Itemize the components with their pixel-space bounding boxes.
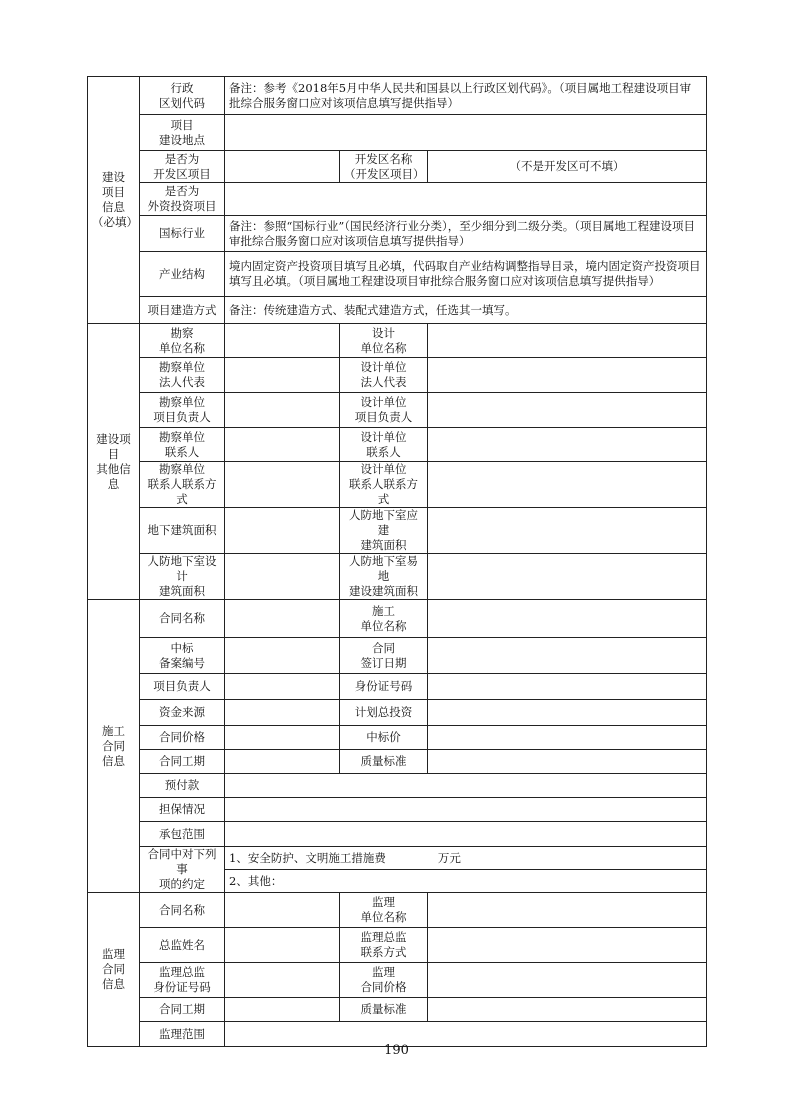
project-manager-label: 项目负责人 [140,674,225,700]
survey-contact-phone-field[interactable] [225,462,340,508]
design-contact-phone-field[interactable] [428,462,707,508]
build-method-label: 项目建造方式 [140,297,225,324]
contract-sign-date-label: 合同 签订日期 [340,638,428,674]
design-contact-phone-label: 设计单位 联系人联系方式 [340,462,428,508]
design-contact-label: 设计单位 联系人 [340,428,428,462]
chief-supervisor-contact-field[interactable] [428,928,707,963]
section-title-construction-contract: 施工 合同 信息 [88,600,140,893]
fund-source-label: 资金来源 [140,700,225,726]
construction-unit-name-field[interactable] [428,600,707,638]
unit-wan-yuan: 万元 [437,850,461,865]
page-number: 190 [384,1043,409,1058]
industry-note[interactable]: 备注：参照“国标行业”（国民经济行业分类），至少细分到二级分类。（项目属地工程建设项目审批综合服务窗口应对该项信息填写提供指导） [225,216,707,252]
foreign-invest-field[interactable] [225,183,707,216]
other-agreement-field[interactable]: 2、其他： [225,870,707,893]
industry-structure-label: 产业结构 [140,252,225,297]
other-info-row [88,324,707,358]
contract-name-field[interactable] [225,600,340,638]
quality-standard-field[interactable] [428,750,707,774]
supervision-row [88,893,707,928]
chief-supervisor-name-field[interactable] [225,928,340,963]
survey-contact-field[interactable] [225,428,340,462]
planned-investment-field[interactable] [428,700,707,726]
design-legal-rep-field[interactable] [428,358,707,393]
survey-unit-name-label: 勘察 单位名称 [140,324,225,358]
section-title-other-info: 建设项目 其他信息 [88,324,140,600]
id-number-label: 身份证号码 [340,674,428,700]
advance-payment-label: 预付款 [140,774,225,798]
admin-division-note[interactable]: 备注：参考《2018年5月中华人民共和国县以上行政区划代码》。（项目属地工程建设项目审批综合服务窗口应对该项信息填写提供指导） [225,77,707,115]
supervision-scope-label: 监理范围 [140,1022,225,1047]
admin-division-row [88,77,707,115]
design-pm-label: 设计单位 项目负责人 [340,393,428,428]
survey-pm-field[interactable] [225,393,340,428]
construction-row [88,750,707,774]
guarantee-field[interactable] [225,798,707,822]
survey-unit-name-field[interactable] [225,324,340,358]
other-info-row [88,462,707,508]
civil-defense-design-area-label: 人防地下室设计 建筑面积 [140,554,225,600]
survey-contact-phone-label: 勘察单位 联系人联系方式 [140,462,225,508]
construction-row [88,638,707,674]
other-info-row [88,508,707,554]
winning-bid-price-label: 中标价 [340,726,428,750]
chief-supervisor-name-label: 总监姓名 [140,928,225,963]
construction-row [88,847,707,870]
guarantee-label: 担保情况 [140,798,225,822]
bid-record-no-label: 中标 备案编号 [140,638,225,674]
dev-zone-field[interactable] [225,151,340,183]
planned-investment-label: 计划总投资 [340,700,428,726]
design-unit-name-label: 设计 单位名称 [340,324,428,358]
admin-division-label: 行政 区划代码 [140,77,225,115]
supervision-duration-field[interactable] [225,998,340,1022]
contract-scope-field[interactable] [225,822,707,847]
contract-duration-field[interactable] [225,750,340,774]
construction-row [88,600,707,638]
industry-structure-note[interactable]: 境内固定资产投资项目填写且必填，代码取自产业结构调整指导目录，境内固定资产投资项目填写且必填。（项目属地工程建设项目审批综合服务窗口应对该项信息填写提供指导） [225,252,707,297]
agreement-items-label: 合同中对下列事 项的约定 [140,847,225,893]
construction-row [88,822,707,847]
contract-name-label: 合同名称 [140,600,225,638]
dev-zone-name-label: 开发区名称 （开发区项目） [340,151,428,183]
id-number-field[interactable] [428,674,707,700]
project-manager-field[interactable] [225,674,340,700]
industry-structure-row [88,252,707,297]
build-method-row [88,297,707,324]
survey-legal-rep-field[interactable] [225,358,340,393]
construction-unit-name-label: 施工 单位名称 [340,600,428,638]
section-title-project-info: 建设 项目 信息 （必填） [88,77,140,324]
supervision-contract-price-field[interactable] [428,963,707,998]
safety-fee-field[interactable]: 1、安全防护、文明施工措施费 万元 [225,847,707,870]
chief-supervisor-contact-label: 监理总监 联系方式 [340,928,428,963]
underground-area-field[interactable] [225,508,340,554]
survey-legal-rep-label: 勘察单位 法人代表 [140,358,225,393]
civil-defense-required-area-label: 人防地下室应建 建筑面积 [340,508,428,554]
construction-row [88,700,707,726]
supervision-unit-name-label: 监理 单位名称 [340,893,428,928]
industry-label: 国标行业 [140,216,225,252]
fund-source-field[interactable] [225,700,340,726]
section-title-supervision-contract: 监理 合同 信息 [88,893,140,1047]
supervision-row [88,928,707,963]
supervision-duration-label: 合同工期 [140,998,225,1022]
construction-row [88,798,707,822]
other-info-row [88,554,707,600]
supervision-contract-name-field[interactable] [225,893,340,928]
contract-price-label: 合同价格 [140,726,225,750]
contract-sign-date-field[interactable] [428,638,707,674]
dev-zone-label: 是否为 开发区项目 [140,151,225,183]
advance-payment-field[interactable] [225,774,707,798]
design-legal-rep-label: 设计单位 法人代表 [340,358,428,393]
supervision-contract-price-label: 监理 合同价格 [340,963,428,998]
location-row [88,115,707,151]
design-pm-field[interactable] [428,393,707,428]
foreign-invest-label: 是否为 外资投资项目 [140,183,225,216]
bid-record-no-field[interactable] [225,638,340,674]
industry-row [88,216,707,252]
contract-scope-label: 承包范围 [140,822,225,847]
construction-row [88,674,707,700]
location-field[interactable] [225,115,707,151]
contract-price-field[interactable] [225,726,340,750]
civil-defense-required-area-field[interactable] [428,508,707,554]
design-contact-field[interactable] [428,428,707,462]
dev-zone-row [88,151,707,183]
location-label: 项目 建设地点 [140,115,225,151]
supervision-contract-name-label: 合同名称 [140,893,225,928]
foreign-invest-row [88,183,707,216]
contract-duration-label: 合同工期 [140,750,225,774]
survey-pm-label: 勘察单位 项目负责人 [140,393,225,428]
survey-contact-label: 勘察单位 联系人 [140,428,225,462]
chief-supervisor-id-label: 监理总监 身份证号码 [140,963,225,998]
build-method-note[interactable]: 备注：传统建造方式、装配式建造方式，任选其一填写。 [225,297,707,324]
construction-row [88,774,707,798]
chief-supervisor-id-field[interactable] [225,963,340,998]
underground-area-label: 地下建筑面积 [140,508,225,554]
other-info-row [88,358,707,393]
civil-defense-offsite-area-label: 人防地下室易地 建设建筑面积 [340,554,428,600]
supervision-unit-name-field[interactable] [428,893,707,928]
project-info-form [87,76,707,1047]
supervision-quality-field[interactable] [428,998,707,1022]
design-unit-name-field[interactable] [428,324,707,358]
supervision-row [88,998,707,1022]
winning-bid-price-field[interactable] [428,726,707,750]
civil-defense-design-area-field[interactable] [225,554,340,600]
construction-row [88,726,707,750]
supervision-quality-label: 质量标准 [340,998,428,1022]
other-info-row [88,428,707,462]
other-info-row [88,393,707,428]
supervision-row [88,963,707,998]
civil-defense-offsite-area-field[interactable] [428,554,707,600]
dev-zone-name-field[interactable]: （不是开发区可不填） [428,151,707,183]
quality-standard-label: 质量标准 [340,750,428,774]
